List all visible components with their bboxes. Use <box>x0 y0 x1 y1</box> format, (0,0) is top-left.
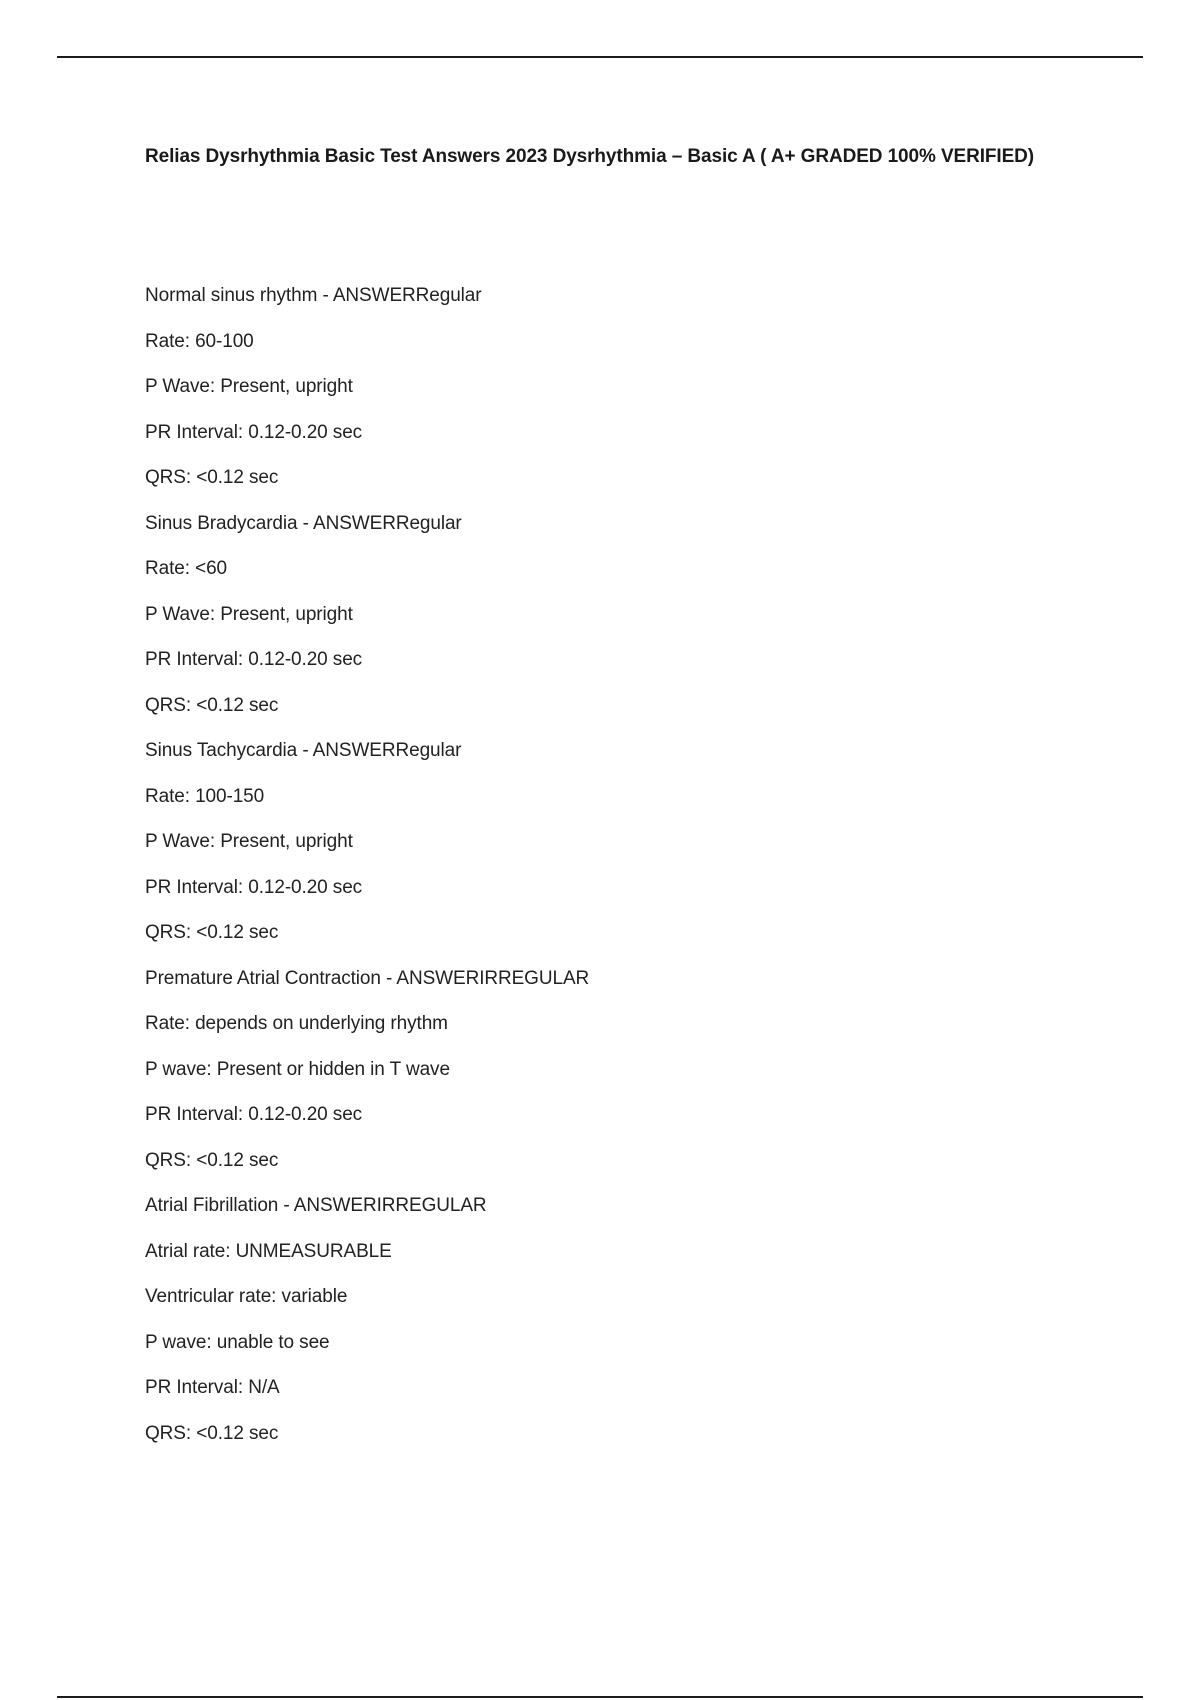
document-line: Atrial rate: UNMEASURABLE <box>145 1240 392 1262</box>
footer-rule <box>57 1696 1143 1698</box>
document-line: QRS: <0.12 sec <box>145 1422 279 1444</box>
document-line: P Wave: Present, upright <box>145 603 353 625</box>
document-line: PR Interval: 0.12-0.20 sec <box>145 1104 363 1125</box>
document-line: Ventricular rate: variable <box>145 1286 348 1307</box>
document-line: P Wave: Present, upright <box>145 376 353 397</box>
document-line: Rate: 60-100 <box>145 330 254 352</box>
document-line: PR Interval: N/A <box>145 1377 280 1398</box>
document-lines <box>145 283 589 1466</box>
document-line: QRS: <0.12 sec <box>145 467 279 488</box>
document-line: QRS: <0.12 sec <box>145 694 279 716</box>
document-line: Sinus Tachycardia - ANSWERRegular <box>145 740 462 761</box>
document-line: Sinus Bradycardia - ANSWERRegular <box>145 512 462 534</box>
document-title: Relias Dysrhythmia Basic Test Answers 2023 Dysrhythmia – Basic A ( A+ GRADED 100% VERIFIED) <box>145 146 1034 167</box>
document-line: Rate: depends on underlying rhythm <box>145 1013 448 1034</box>
document-line: PR Interval: 0.12-0.20 sec <box>145 876 363 898</box>
document-line: Normal sinus rhythm - ANSWERRegular <box>145 285 482 306</box>
document-line: QRS: <0.12 sec <box>145 1149 279 1171</box>
document-line: PR Interval: 0.12-0.20 sec <box>145 421 363 443</box>
header-rule <box>57 56 1143 58</box>
document-line: Premature Atrial Contraction - ANSWERIRREGULAR <box>145 967 590 989</box>
document-line: P wave: unable to see <box>145 1331 330 1353</box>
document-line: Rate: 100-150 <box>145 785 265 807</box>
document-line: P wave: Present or hidden in T wave <box>145 1058 450 1080</box>
document-line: QRS: <0.12 sec <box>145 922 279 943</box>
document-line: Atrial Fibrillation - ANSWERIRREGULAR <box>145 1195 487 1216</box>
document-line: PR Interval: 0.12-0.20 sec <box>145 649 363 670</box>
document-line: Rate: <60 <box>145 558 228 579</box>
document-line: P Wave: Present, upright <box>145 831 353 852</box>
